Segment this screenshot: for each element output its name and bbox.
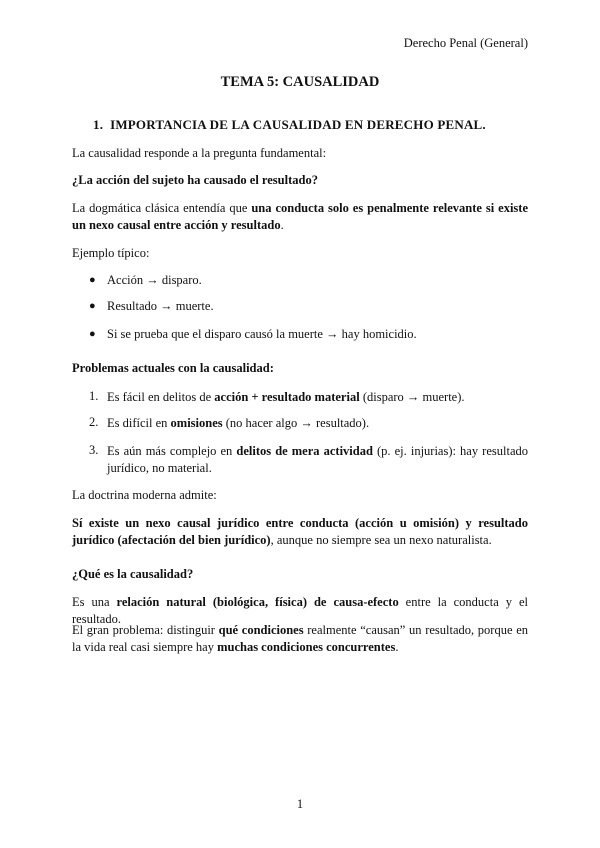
section-title: IMPORTANCIA DE LA CAUSALIDAD EN DERECHO PENAL. xyxy=(110,117,486,132)
list-item: Resultado → muerte. xyxy=(107,299,214,313)
problems-heading xyxy=(72,360,528,377)
list-number: 1. xyxy=(89,389,99,403)
example-intro: Ejemplo típico: xyxy=(72,246,150,260)
text-span: La dogmática clásica entendía que xyxy=(72,201,252,215)
bold-span: delitos de mera actividad xyxy=(236,444,373,458)
text-span: El gran problema: distinguir xyxy=(72,623,219,637)
list-item xyxy=(107,443,528,477)
text-span: , aunque no siempre sea un nexo naturalista. xyxy=(270,533,492,547)
bold-span: omisiones xyxy=(170,416,223,430)
question-text: ¿La acción del sujeto ha causado el resultado? xyxy=(72,173,318,187)
list-item xyxy=(107,415,528,432)
text-span: . xyxy=(280,218,284,232)
paragraph-intro: La causalidad responde a la pregunta fundamental: xyxy=(72,146,327,160)
bold-span: una conducta solo es penalmente relevante si existe un nexo causal entre acción y resultado xyxy=(72,201,529,232)
question-heading xyxy=(72,566,528,583)
bold-span: qué condiciones xyxy=(218,623,304,637)
text-span: (no hacer algo → resultado). xyxy=(222,416,370,430)
bold-span: muchas condiciones concurrentes xyxy=(217,640,396,654)
text-span: (disparo → muerte). xyxy=(359,390,465,404)
text-span: Es difícil en xyxy=(107,416,171,430)
list-item: Si se prueba que el disparo causó la muerte → hay homicidio. xyxy=(107,327,417,341)
text-span: (p. ej. injurias): hay resultado jurídico, no material. xyxy=(107,444,528,475)
bullet-icon: ● xyxy=(89,328,96,340)
bold-span: Sí existe un nexo causal jurídico entre conducta (acción u omisión) y resultado jurídico (afectación del bien jurídico) xyxy=(72,516,528,547)
doctrine-paragraph xyxy=(72,515,528,549)
bullet-icon: ● xyxy=(89,300,96,312)
list-item: Acción → disparo. xyxy=(107,273,202,287)
paragraph-dogmatic xyxy=(72,200,528,234)
section-heading xyxy=(93,117,486,133)
bold-span: acción + resultado material xyxy=(214,390,360,404)
text-span: Es aún más complejo en xyxy=(107,444,237,458)
problem-paragraph xyxy=(72,622,528,656)
text-span: realmente “causan” un resultado, porque en la vida real casi siempre hay xyxy=(72,623,528,654)
page-title: TEMA 5: CAUSALIDAD xyxy=(220,74,380,90)
list-number: 2. xyxy=(89,415,99,429)
page-number: 1 xyxy=(296,797,304,811)
doctrine-intro: La doctrina moderna admite: xyxy=(72,488,217,502)
text-span: Es fácil en delitos de xyxy=(107,390,215,404)
bullet-icon: ● xyxy=(89,274,96,286)
section-number: 1. xyxy=(93,117,104,132)
text-span: Es una xyxy=(72,595,117,609)
list-item xyxy=(107,389,528,406)
question-heading xyxy=(72,172,528,189)
text-span: . xyxy=(395,640,399,654)
text-span: entre la conducta y el resultado. xyxy=(72,595,528,626)
list-number: 3. xyxy=(89,443,99,457)
running-header: Derecho Penal (General) xyxy=(403,36,528,50)
bold-span: relación natural (biológica, física) de causa-efecto xyxy=(116,595,399,609)
problems-heading-text: Problemas actuales con la causalidad: xyxy=(72,361,274,375)
question-text: ¿Qué es la causalidad? xyxy=(72,567,194,581)
